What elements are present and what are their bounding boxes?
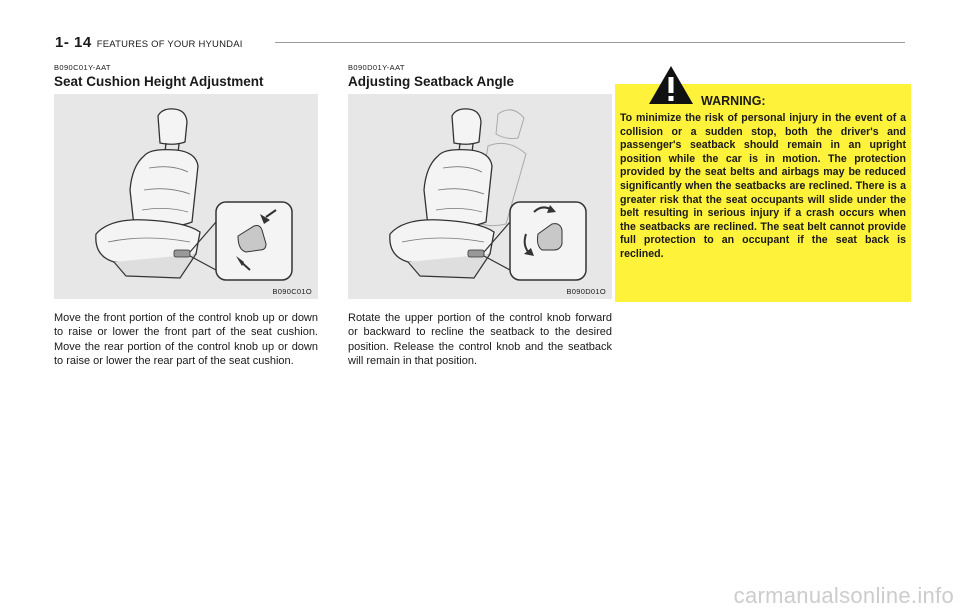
page-number: 1- 14 (55, 34, 92, 51)
header-rule (275, 42, 905, 43)
seat-cushion-figure (54, 94, 318, 299)
figure-caption: B090C01O (272, 287, 312, 296)
seat-cushion-section (54, 63, 318, 369)
seat-illustration (54, 94, 318, 299)
watermark: carmanualsonline.info (733, 583, 954, 608)
seatback-angle-figure (348, 94, 612, 299)
page-header (55, 34, 243, 51)
section-heading: Seat Cushion Height Adjustment (54, 74, 264, 89)
figure-caption: B090D01O (566, 287, 606, 296)
seatback-angle-section (348, 63, 612, 369)
section-title: FEATURES OF YOUR HYUNDAI (96, 39, 243, 50)
section-body: Move the front portion of the control knob up or down to raise or lower the front part of the seat cushion. Move the rear portion of the control knob up or down to raise or lower the rear part of the seat cushion. (54, 312, 318, 368)
section-body: Rotate the upper portion of the control knob forward or backward to recline the seatback to the desired position. Release the control knob and the seatback will remain in that position. (348, 312, 612, 368)
warning-title: WARNING: (701, 94, 766, 108)
warning-box (615, 84, 911, 302)
warning-body: To minimize the risk of personal injury in the event of a collision or a sudden stop, both the driver's and passenger's seatback should remain in an upright position while the car is in motion. The protection provided by the seat belts and airbags may be reduced significantly when the seatbacks are reclined. There is a greater risk that the seat occupants will slide under the belt resulting in serious injury if a crash occurs when the seatbacks are reclined. The seat belt cannot provide full protection to an occupant if the seat back is reclined. (620, 112, 906, 260)
section-code: B090C01Y-AAT (54, 63, 111, 72)
section-heading: Adjusting Seatback Angle (348, 74, 515, 89)
seat-illustration (348, 94, 612, 299)
warning-triangle-icon (647, 64, 695, 106)
section-code: B090D01Y-AAT (348, 63, 405, 72)
